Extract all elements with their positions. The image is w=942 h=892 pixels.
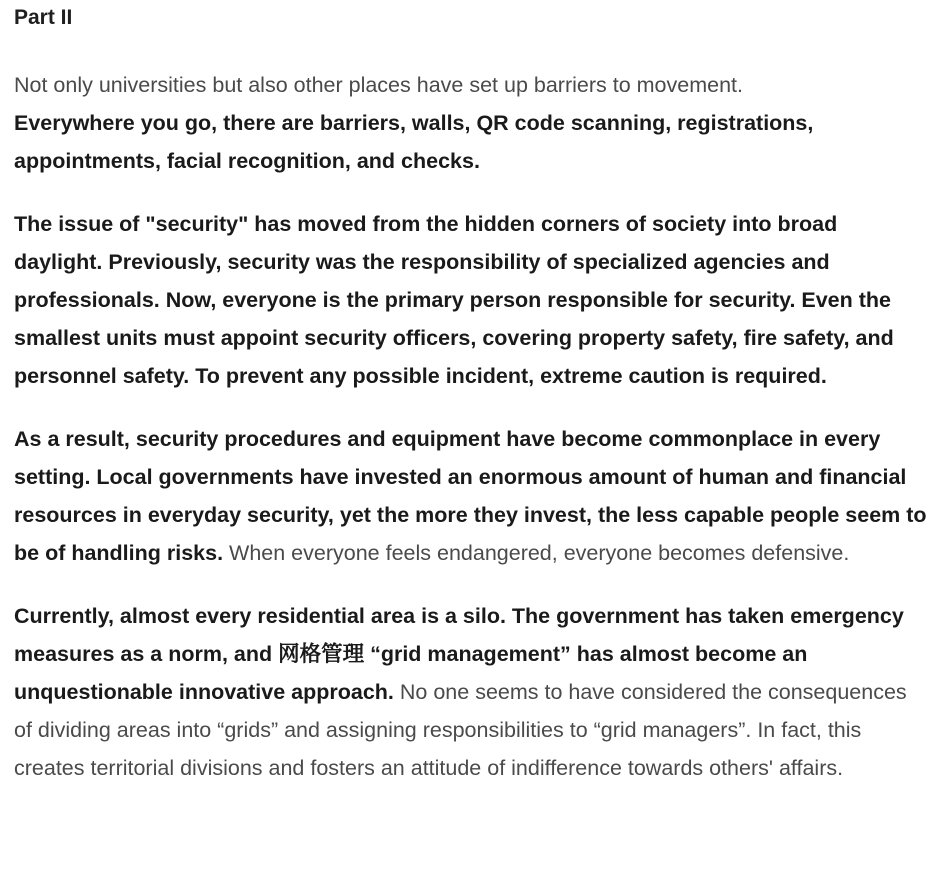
- paragraph-3-normal-text: When everyone feels endangered, everyone becomes defensive.: [229, 541, 850, 565]
- paragraph-2: [14, 205, 928, 395]
- paragraph-1: [14, 66, 928, 180]
- paragraph-2-bold-text: The issue of "security" has moved from the hidden corners of society into broad daylight. Previously, security was the responsibility of specialized agencies and professionals. Now, everyone is the primary person responsible for security. Even the smallest units must appoint security officers, covering property safety, fire safety, and personnel safety. To prevent any possible incident, extreme caution is required.: [14, 212, 894, 388]
- paragraph-3: [14, 420, 928, 572]
- paragraph-4: [14, 597, 928, 787]
- paragraph-4-bold-text: Currently, almost every residential area is a silo. The government has taken emergency measures as a norm, and 网格管理 “grid management” has almost become an unquestionable innovative approach.: [14, 604, 904, 704]
- paragraph-1-lead-text: Not only universities but also other places have set up barriers to movement.: [14, 73, 743, 97]
- paragraph-4-normal-text: No one seems to have considered the consequences of dividing areas into “grids” and assigning responsibilities to “grid managers”. In fact, this creates territorial divisions and fosters an attitude of indifference towards others' affairs.: [14, 680, 907, 780]
- section-heading: Part II: [14, 6, 73, 29]
- paragraph-1-bold-text: Everywhere you go, there are barriers, walls, QR code scanning, registrations, appointments, facial recognition, and checks.: [14, 111, 814, 173]
- paragraph-3-bold-text: As a result, security procedures and equipment have become commonplace in every setting. Local governments have invested an enormous amount of human and financial resources in everyday security, yet the more they invest, the less capable people seem to be of handling risks.: [14, 427, 927, 565]
